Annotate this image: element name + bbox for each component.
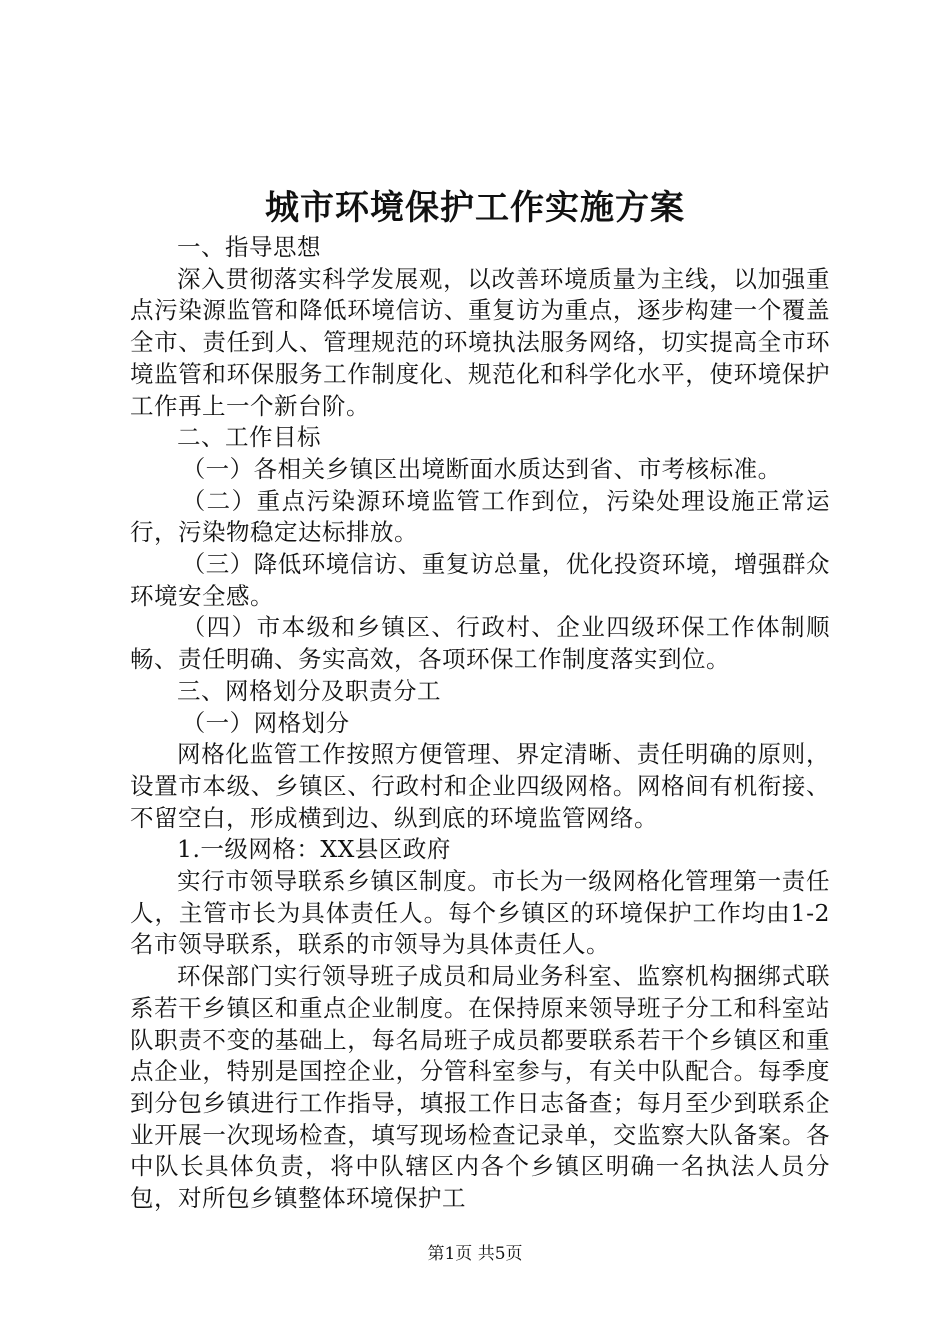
section-heading-guiding-ideology: 一、指导思想 [177,233,321,261]
paragraph: 深入贯彻落实科学发展观，以改善环境质量为主线，以加强重点污染源监管和降低环境信访、重复访为重点，逐步构建一个覆盖全市、责任到人、管理规范的环境执法服务网络，切实提高全市环境监管和环保服务工作制度化、规范化和科学化水平，使环境保护工作再上一个新台阶。 [130,264,830,420]
document-title: 城市环境保护工作实施方案 [265,188,685,228]
section-heading-work-goals: 二、工作目标 [177,423,321,452]
subsection-heading: 1.一级网格：XX县区政府 [177,835,451,864]
goal-item: （三）降低环境信访、重复访总量，优化投资环境，增强群众环境安全感。 [130,550,830,610]
goal-item: （四）市本级和乡镇区、行政村、企业四级环保工作体制顺畅、责任明确、务实高效，各项环保工作制度落实到位。 [130,613,830,674]
page-number-footer: 第1页 共5页 [427,1244,523,1264]
goal-item: （一）各相关乡镇区出境断面水质达到省、市考核标准。 [181,454,782,483]
document-body [130,232,830,1215]
paragraph: 环保部门实行领导班子成员和局业务科室、监察机构捆绑式联系若干乡镇区和重点企业制度。在保持原来领导班子分工和科室站队职责不变的基础上，每名局班子成员都要联系若干个乡镇区和重点企业，特别是国控企业，分管科室参与，有关中队配合。每季度到分包乡镇进行工作指导，填报工作日志备查；每月至少到联系企业开展一次现场检查，填写现场检查记录单，交监察大队备案。各中队长具体负责，将中队辖区内各个乡镇区明确一名执法人员分包，对所包乡镇整体环境保护工 [130,962,830,1213]
subsection-heading: （一）网格划分 [181,708,350,737]
section-heading-grid-division: 三、网格划分及职责分工 [177,676,441,705]
paragraph: 实行市领导联系乡镇区制度。市长为一级网格化管理第一责任人，主管市长为具体责任人。每个乡镇区的环境保护工作均由1-2名市领导联系，联系的市领导为具体责任人。 [130,867,830,959]
goal-item: （二）重点污染源环境监管工作到位，污染处理设施正常运行，污染物稳定达标排放。 [130,486,830,547]
paragraph: 网格化监管工作按照方便管理、界定清晰、责任明确的原则，设置市本级、乡镇区、行政村和企业四级网格。网格间有机衔接、不留空白，形成横到边、纵到底的环境监管网络。 [130,740,830,832]
